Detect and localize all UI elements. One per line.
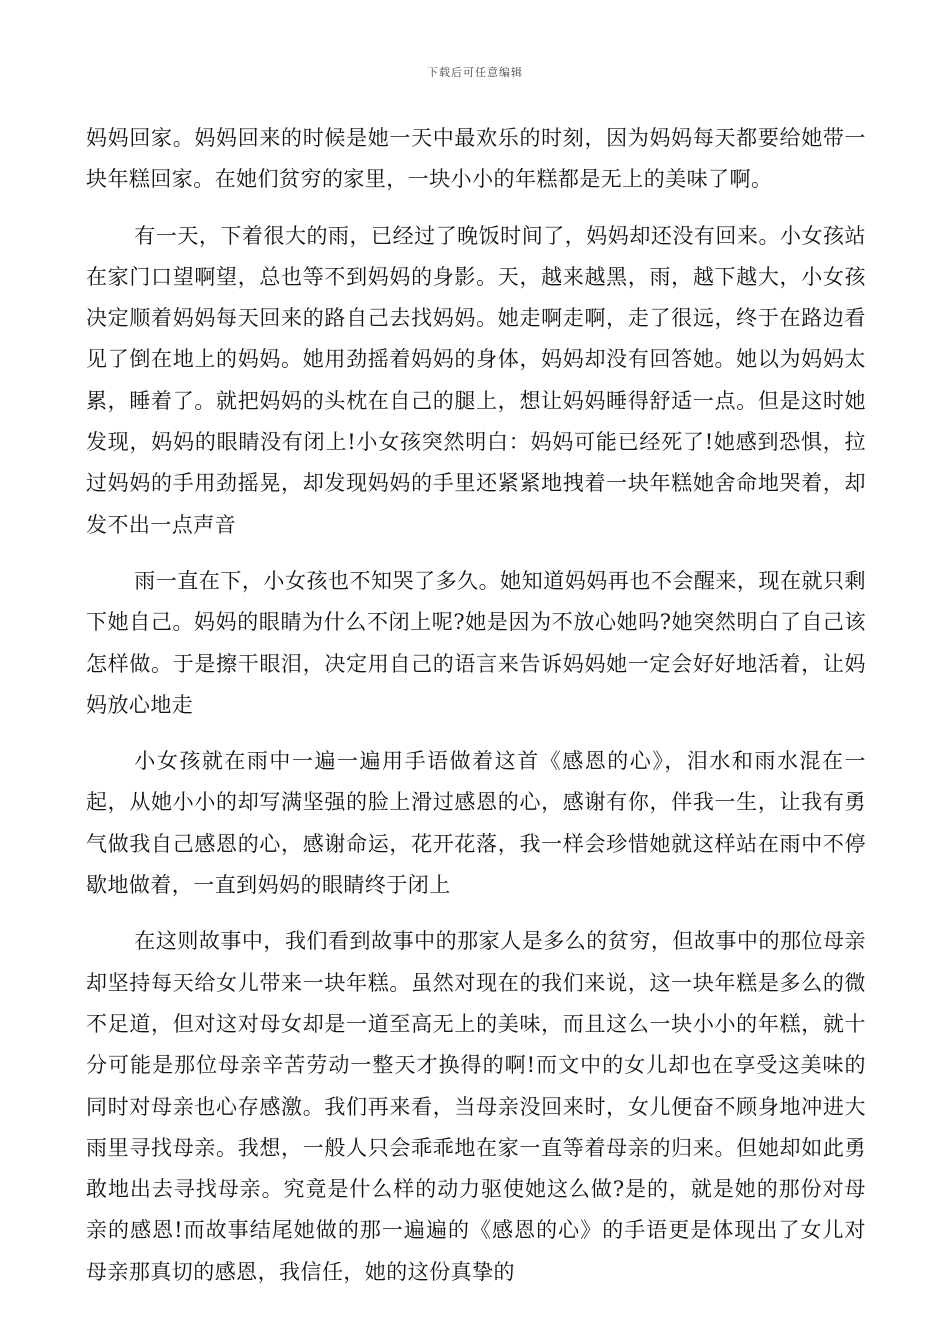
page-header-note: 下载后可任意编辑 xyxy=(427,66,523,79)
paragraph-rain-keeps-falling: 雨一直在下，小女孩也不知哭了多久。她知道妈妈再也不会醒来，现在就只剩下她自己。妈妈的眼睛为什么不闭上呢?她是因为不放心她吗?她突然明白了自己该怎样做。于是擦干眼泪，决定用自己的语言来告诉妈妈她一定会好好地活着，让妈妈放心地走 xyxy=(86,568,866,717)
paragraph-rainy-day: 有一天，下着很大的雨，已经过了晚饭时间了，妈妈却还没有回来。小女孩站在家门口望啊望，总也等不到妈妈的身影。天，越来越黑，雨，越下越大，小女孩决定顺着妈妈每天回来的路自己去找妈妈。她走啊走啊，走了很远，终于在路边看见了倒在地上的妈妈。她用劲摇着妈妈的身体，妈妈却没有回答她。她以为妈妈太累，睡着了。就把妈妈的头枕在自己的腿上，想让妈妈睡得舒适一点。但是这时她发现，妈妈的眼睛没有闭上!小女孩突然明白：妈妈可能已经死了!她感到恐惧，拉过妈妈的手用劲摇晃，却发现妈妈的手里还紧紧地拽着一块年糕她舍命地哭着，却发不出一点声音 xyxy=(86,223,866,537)
paragraph-reflection: 在这则故事中，我们看到故事中的那家人是多么的贫穷，但故事中的那位母亲却坚持每天给女儿带来一块年糕。虽然对现在的我们来说，这一块年糕是多么的微不足道，但对这对母女却是一道至高无上的美味，而且这么一块小小的年糕，就十分可能是那位母亲辛苦劳动一整天才换得的啊!而文中的女儿却也在享受这美味的同时对母亲也心存感激。我们再来看，当母亲没回来时，女儿便奋不顾身地冲进大雨里寻找母亲。我想，一般人只会乖乖地在家一直等着母亲的归来。但她却如此勇敢地出去寻找母亲。究竟是什么样的动力驱使她这么做?是的，就是她的那份对母亲的感恩!而故事结尾她做的那一遍遍的《感恩的心》的手语更是体现出了女儿对母亲那真切的感恩，我信任，她的这份真挚的 xyxy=(86,929,866,1284)
paragraph-sign-language: 小女孩就在雨中一遍一遍用手语做着这首《感恩的心》，泪水和雨水混在一起，从她小小的却写满坚强的脸上滑过感恩的心，感谢有你，伴我一生，让我有勇气做我自己感恩的心，感谢命运，花开花落，我一样会珍惜她就这样站在雨中不停歇地做着，一直到妈妈的眼睛终于闭上 xyxy=(86,749,866,898)
document-body xyxy=(86,118,866,1293)
paragraph-continuation: 妈妈回家。妈妈回来的时候是她一天中最欢乐的时刻，因为妈妈每天都要给她带一块年糕回家。在她们贫穷的家里，一块小小的年糕都是无上的美味了啊。 xyxy=(86,126,866,192)
